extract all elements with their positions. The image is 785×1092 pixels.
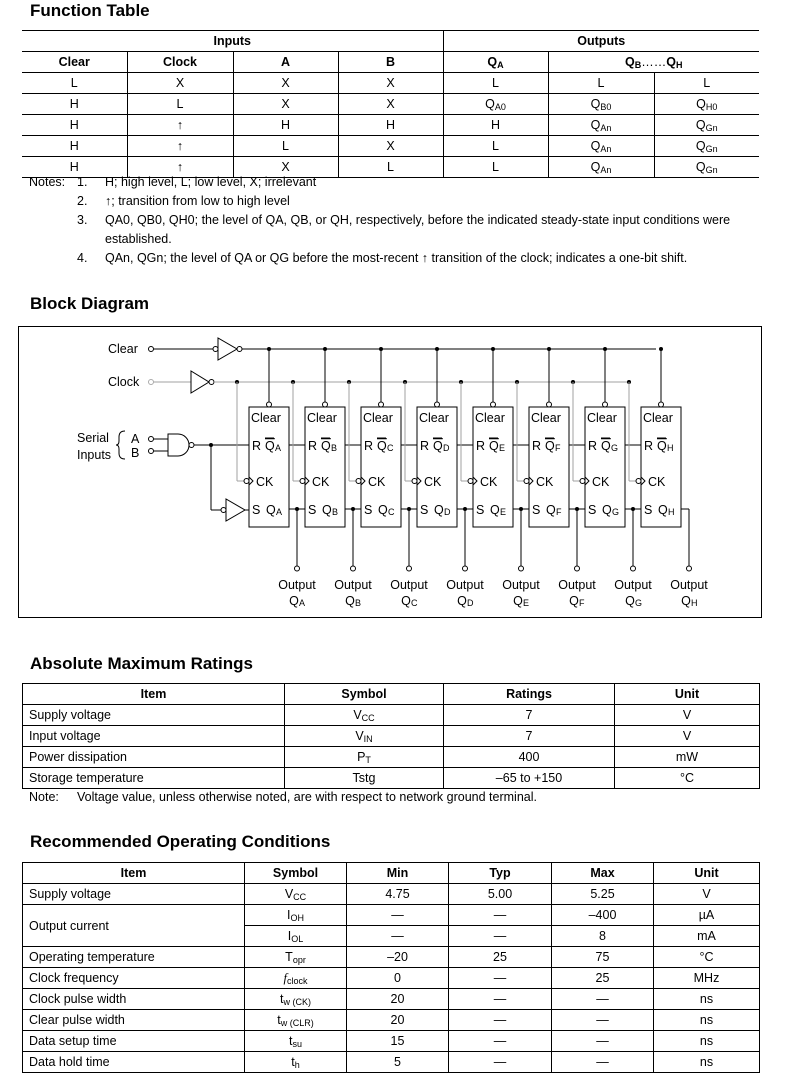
svg-text:F: F (556, 507, 562, 517)
svg-text:Q: Q (377, 439, 387, 453)
function-table (22, 30, 759, 178)
table-row: $I_{OL}$ — — 8 mA (23, 926, 760, 947)
svg-text:S: S (476, 503, 485, 517)
svg-text:Q: Q (378, 503, 388, 517)
table-row: H L X X $Q_{A0}$ $Q_{B0}$ $Q_{H0}$ (22, 94, 759, 115)
svg-text:Q: Q (546, 503, 556, 517)
table-row: Supply voltage $V_{CC}$ 7 V (23, 705, 760, 726)
table-row: Power dissipation $P_T$ 400 mW (23, 747, 760, 768)
svg-text:CK: CK (592, 475, 610, 489)
function-table-notes: Notes: 1. H; high level, L; low level, X; irrelevant 2. ↑; transition from low to high level 3. QA0, QB0, QH0; the level of QA, QB, or QH, respectively, before the indicated steady-state input conditions were established. 4. QAn, QGn; the level of QA or QG before the most-recent ↑ transition of the clock; indicates a one-bit shift. (29, 173, 749, 268)
svg-text:Clear: Clear (251, 411, 281, 425)
svg-text:R: R (476, 439, 486, 453)
svg-text:Clear: Clear (419, 411, 449, 425)
svg-text:B: B (332, 507, 339, 517)
svg-text:E: E (500, 507, 507, 517)
svg-text:Output: Output (390, 578, 428, 592)
svg-text:S: S (364, 503, 373, 517)
svg-text:R: R (420, 439, 430, 453)
svg-text:Clear: Clear (307, 411, 337, 425)
output-terminal-icon (519, 566, 524, 571)
svg-text:B: B (331, 443, 338, 453)
serial-b-label: B (131, 446, 140, 460)
svg-text:Q: Q (489, 439, 499, 453)
svg-text:Q: Q (602, 503, 612, 517)
block-diagram (18, 326, 762, 618)
svg-text:Output: Output (278, 578, 316, 592)
svg-text:CK: CK (368, 475, 386, 489)
svg-text:G: G (611, 443, 619, 453)
svg-text:Q: Q (322, 503, 332, 517)
roc-title: Recommended Operating Conditions (30, 832, 331, 851)
output-terminal-icon (407, 566, 412, 571)
svg-text:S: S (308, 503, 317, 517)
clear-buffer-icon (218, 338, 237, 360)
svg-text:C: C (388, 507, 395, 517)
flip-flop-stage (515, 347, 596, 608)
table-row: Data setup time $t_{su}$ 15 — — ns (23, 1031, 760, 1052)
col-qa: $Q_A$ (443, 52, 548, 73)
note-1: H; high level, L; low level, X; irrelevant (105, 175, 317, 189)
svg-text:Q: Q (345, 594, 355, 608)
svg-text:Clear: Clear (475, 411, 505, 425)
abs-max-note: Note: Voltage value, unless otherwise noted, are with respect to network ground terminal. (29, 790, 537, 804)
terminal-icon (149, 449, 154, 454)
notes-label: Notes: (29, 175, 66, 189)
note-3: QA0, QB0, QH0; the level of QA, QB, or QH, respectively, before the indicated steady-state input conditions were established. (105, 213, 731, 246)
svg-text:CK: CK (424, 475, 442, 489)
roc-table: Item Symbol Min Typ Max Unit Supply voltage $V_{CC}$ 4.75 5.00 5.25 V Output current $I_{OH}$ — — –400 µA $I_{OL}$ — — 8 mA Operating temperature $T_{opr}$ –20 25 75 °C Clock frequency $f_{clock}$ 0 — 25 MHz Clock pulse width $t_{w (CK)}$ 20 — — ns Clear pulse width $t_{w (CLR)}$ 20 — — ns Data setup time $t_{su}$ 15 — — ns Data hold time $t_h$ 5 — — ns (22, 862, 760, 1073)
flip-flop-stage (291, 347, 372, 608)
svg-text:Q: Q (265, 439, 275, 453)
svg-text:Output: Output (614, 578, 652, 592)
svg-text:CK: CK (256, 475, 274, 489)
col-clear: Clear (22, 52, 127, 73)
svg-text:Q: Q (657, 439, 667, 453)
svg-text:R: R (252, 439, 262, 453)
svg-text:H: H (667, 443, 674, 453)
table-row: Clock pulse width $t_{w (CK)}$ 20 — — ns (23, 989, 760, 1010)
svg-text:Q: Q (601, 439, 611, 453)
svg-text:F: F (579, 598, 585, 608)
svg-text:Q: Q (569, 594, 579, 608)
svg-text:Output: Output (334, 578, 372, 592)
svg-text:Output: Output (558, 578, 596, 592)
svg-text:A: A (276, 507, 283, 517)
svg-text:F: F (555, 443, 561, 453)
output-terminal-icon (631, 566, 636, 571)
table-row: Storage temperature Tstg –65 to +150 °C (23, 768, 760, 789)
svg-text:R: R (308, 439, 318, 453)
svg-text:CK: CK (536, 475, 554, 489)
svg-text:B: B (355, 598, 362, 608)
svg-text:CK: CK (312, 475, 330, 489)
svg-text:R: R (532, 439, 542, 453)
brace-icon (116, 431, 125, 459)
svg-text:Q: Q (658, 503, 668, 517)
svg-text:R: R (364, 439, 374, 453)
serial-a-label: A (131, 432, 140, 446)
svg-text:Q: Q (433, 439, 443, 453)
flip-flop-stage (347, 347, 428, 608)
svg-text:C: C (387, 443, 394, 453)
output-terminal-icon (295, 566, 300, 571)
svg-text:S: S (420, 503, 429, 517)
terminal-icon (149, 437, 154, 442)
function-table-title: Function Table (30, 1, 150, 20)
serial-inverter-icon (226, 499, 245, 521)
svg-text:Clear: Clear (363, 411, 393, 425)
outputs-group-header: Outputs (443, 31, 759, 52)
table-row: H ↑ L X L $Q_{An}$ $Q_{Gn}$ (22, 136, 759, 157)
svg-text:H: H (691, 598, 698, 608)
svg-text:S: S (644, 503, 653, 517)
shift-register-schematic (19, 327, 763, 619)
table-row: Data hold time $t_h$ 5 — — ns (23, 1052, 760, 1073)
svg-text:S: S (252, 503, 261, 517)
svg-text:Output: Output (446, 578, 484, 592)
svg-text:Clear: Clear (587, 411, 617, 425)
svg-text:E: E (523, 598, 530, 608)
note-2: ↑; transition from low to high level (105, 194, 290, 208)
svg-text:Q: Q (266, 503, 276, 517)
output-terminal-icon (351, 566, 356, 571)
svg-text:Q: Q (625, 594, 635, 608)
svg-text:C: C (411, 598, 418, 608)
table-row: Output current $I_{OH}$ — — –400 µA (23, 905, 760, 926)
table-row: H ↑ H H H $Q_{An}$ $Q_{Gn}$ (22, 115, 759, 136)
table-row: Input voltage $V_{IN}$ 7 V (23, 726, 760, 747)
clock-input-label: Clock (108, 375, 140, 389)
svg-text:D: D (443, 443, 450, 453)
flip-flop-stage (571, 347, 652, 608)
svg-text:Clear: Clear (643, 411, 673, 425)
output-terminal-icon (463, 566, 468, 571)
clear-input-label: Clear (108, 342, 138, 356)
svg-text:A: A (275, 443, 282, 453)
col-qb-qh: $Q_B\dots\dots Q_H$ (548, 52, 759, 73)
note-4: QAn, QGn; the level of QA or QG before the most-recent ↑ transition of the clock; indicates a one-bit shift. (105, 251, 688, 265)
terminal-icon (149, 380, 154, 385)
svg-text:Q: Q (681, 594, 691, 608)
svg-text:Q: Q (434, 503, 444, 517)
serial-label: Serial (77, 431, 109, 445)
flip-flop-stage (403, 347, 484, 608)
svg-text:CK: CK (480, 475, 498, 489)
clock-inverter-icon (191, 371, 209, 393)
table-row: Operating temperature $T_{opr}$ –20 25 75 °C (23, 947, 760, 968)
block-diagram-title: Block Diagram (30, 294, 150, 313)
svg-text:S: S (588, 503, 597, 517)
svg-text:E: E (499, 443, 506, 453)
col-b: B (338, 52, 443, 73)
flip-flop-stage (235, 347, 316, 608)
abs-max-table: Item Symbol Ratings Unit Supply voltage $V_{CC}$ 7 V Input voltage $V_{IN}$ 7 V Power dissipation $P_T$ 400 mW Storage temperature Tstg –65 to +150 °C (22, 683, 760, 789)
abs-max-title: Absolute Maximum Ratings (30, 654, 253, 673)
svg-text:Output: Output (670, 578, 708, 592)
table-row: Clear pulse width $t_{w (CLR)}$ 20 — — ns (23, 1010, 760, 1031)
inputs-group-header: Inputs (22, 31, 443, 52)
svg-text:S: S (532, 503, 541, 517)
output-terminal-icon (575, 566, 580, 571)
col-a: A (233, 52, 338, 73)
terminal-icon (149, 347, 154, 352)
svg-text:R: R (644, 439, 654, 453)
svg-text:Output: Output (502, 578, 540, 592)
inputs-label: Inputs (77, 448, 112, 462)
svg-text:Q: Q (545, 439, 555, 453)
svg-text:Q: Q (321, 439, 331, 453)
svg-text:D: D (467, 598, 474, 608)
svg-text:Q: Q (513, 594, 523, 608)
nand-gate-icon (168, 434, 189, 456)
table-row: Supply voltage $V_{CC}$ 4.75 5.00 5.25 V (23, 884, 760, 905)
svg-text:Q: Q (490, 503, 500, 517)
svg-text:Q: Q (401, 594, 411, 608)
svg-text:R: R (588, 439, 598, 453)
svg-text:CK: CK (648, 475, 666, 489)
table-row: L X X X L L L (22, 73, 759, 94)
svg-text:Q: Q (457, 594, 467, 608)
svg-text:H: H (668, 507, 675, 517)
flip-flop-stage (459, 347, 540, 608)
svg-text:A: A (299, 598, 306, 608)
svg-text:Q: Q (289, 594, 299, 608)
svg-text:G: G (612, 507, 620, 517)
col-clock: Clock (127, 52, 233, 73)
output-terminal-icon (687, 566, 692, 571)
svg-text:D: D (444, 507, 451, 517)
flip-flop-stage (627, 347, 708, 608)
table-row: H ↑ X L L $Q_{An}$ $Q_{Gn}$ (22, 157, 759, 178)
svg-text:G: G (635, 598, 643, 608)
table-row: Clock frequency $f_{clock}$ 0 — 25 MHz (23, 968, 760, 989)
svg-text:Clear: Clear (531, 411, 561, 425)
